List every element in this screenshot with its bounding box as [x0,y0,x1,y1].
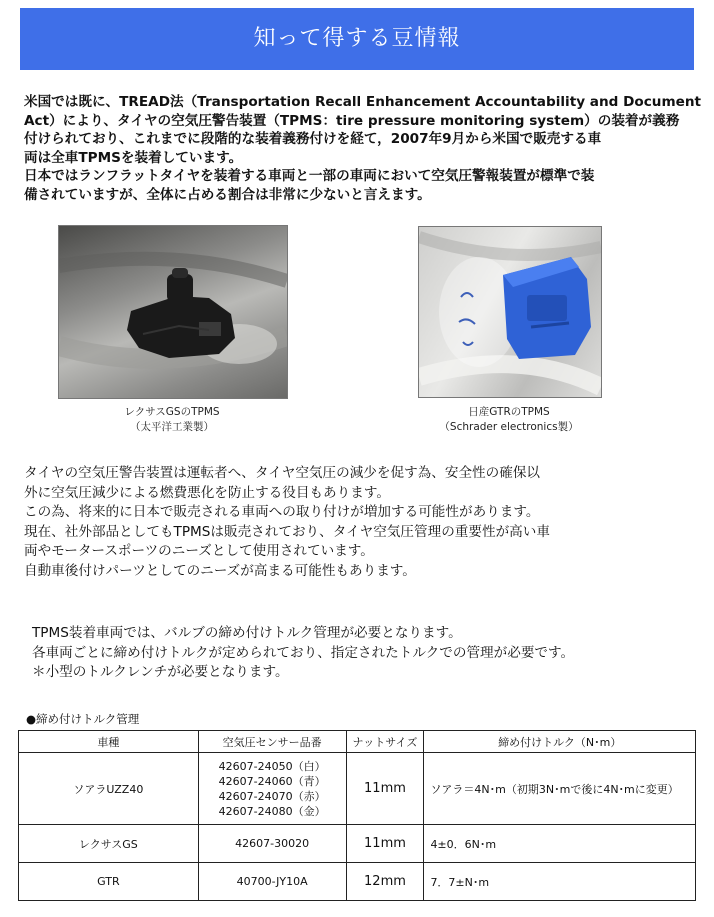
intro-line: 両は全車TPMSを装着しています。 [24,149,243,166]
caption-line: レクサスGSのTPMS [124,406,220,418]
cell-torque: 4±0．6N･m [424,825,696,863]
intro-paragraph [24,93,701,205]
notice-line: ＊小型のトルクレンチが必要となります。 [32,664,289,680]
cell-nut-size: 12mm [346,863,424,901]
table-header-row [19,731,696,753]
caption-line: （Schrader electronics製） [439,421,579,433]
cell-model: GTR [19,863,199,901]
table-row [19,753,696,825]
tpms-sensor-black-image [59,226,287,398]
cell-torque: ソアラ＝4N･m（初期3N･mで後に4N･mに変更） [424,753,696,825]
part-number: 42607-24060（青） [218,774,326,788]
header-model: 車種 [19,731,199,753]
cell-nut-size: 11mm [346,825,424,863]
table-title: ●締め付けトルク管理 [26,712,140,726]
cell-part-number: 42607-30020 [198,825,346,863]
cell-model: ソアラUZZ40 [19,753,199,825]
body-line: 現在、社外部品としてもTPMSは販売されており、タイヤ空気圧管理の重要性が高い車 [24,523,550,540]
cell-model: レクサスGS [19,825,199,863]
body-line: 外に空気圧減少による燃費悪化を防止する役目もあります。 [24,484,390,501]
part-number: 42607-24070（赤） [218,789,326,803]
banner-title: 知って得する豆情報 [253,26,461,51]
table-row [19,825,696,863]
intro-line: Act）により、タイヤの空気圧警告装置（TPMS：tire pressure monitoring system）の装着が義務 [24,112,680,129]
page-banner [20,8,694,70]
header-nut-size: ナットサイズ [346,731,424,753]
header-torque: 締め付けトルク（N･m） [424,731,696,753]
intro-line: 付けられており、これまでに段階的な装着義務付けを経て，2007年9月から米国で販売する車 [24,131,602,148]
cell-torque: 7．7±N･m [424,863,696,901]
nissan-gtr-caption [418,405,600,435]
nissan-gtr-tpms-photo [418,226,602,398]
intro-line: 日本ではランフラットタイヤを装着する車両と一部の車両において空気圧警報装置が標準で装 [24,168,595,185]
intro-line: 備されていますが、全体に占める割合は非常に少ないと言えます。 [24,186,431,203]
notice-paragraph [32,624,574,683]
lexus-gs-tpms-photo [58,225,288,399]
caption-line: 日産GTRのTPMS [468,406,550,418]
body-line: 両やモータースポーツのニーズとして使用されています。 [24,543,374,559]
caption-line: （太平洋工業製） [130,421,214,433]
notice-line: 各車両ごとに締め付けトルクが定められており、指定されたトルクでの管理が必要です。 [32,644,575,661]
torque-table [18,730,696,901]
lexus-gs-caption [58,405,286,435]
body-line: 自動車後付けパーツとしてのニーズが高まる可能性もあります。 [24,562,416,579]
header-part-number: 空気圧センサー品番 [198,731,346,753]
body-line: タイヤの空気圧警告装置は運転者へ、タイヤ空気圧の減少を促す為、安全性の確保以 [24,465,541,481]
part-number: 42607-24050（白） [218,759,326,773]
tpms-sensor-blue-image [419,227,601,397]
cell-part-number [198,753,346,825]
notice-line: TPMS装着車両では、バルブの締め付けトルク管理が必要となります。 [32,625,462,641]
part-number: 42607-24080（金） [218,804,326,818]
table-row [19,863,696,901]
body-line: この為、将来的に日本で販売される車両への取り付けが増加する可能性があります。 [24,504,540,520]
cell-part-number: 40700-JY10A [198,863,346,901]
body-paragraph [24,464,550,581]
intro-line: 米国では既に、TREAD法（Transportation Recall Enhancement Accountability and Document [24,94,702,110]
cell-nut-size: 11mm [346,753,424,825]
